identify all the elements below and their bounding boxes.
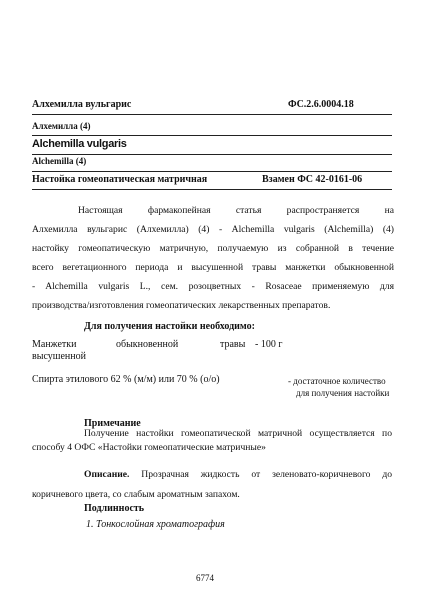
- description-text: Прозрачная жидкость от зеленовато-коричневого до: [141, 469, 393, 480]
- intro-line: всего вегетационного периода и высушенной травы манжетки обыкновенной: [32, 262, 394, 273]
- description-paragraph: [32, 465, 392, 505]
- intro-line: Алхемилла вульгарис (Алхемилла) (4) - Alchemilla vulgaris (Alchemilla) (4): [32, 224, 394, 235]
- intro-line: Настоящая фармакопейная статья распространяется на: [78, 205, 394, 216]
- note-line: способу 4 ОФС «Настойки гомеопатические матричные»: [32, 442, 266, 453]
- herb-amount: - 100 г: [255, 339, 283, 350]
- note-line: Получение настойки гомеопатической матричной осуществляется по: [84, 428, 392, 439]
- herb-word-3: травы: [220, 339, 246, 350]
- monograph-title: Алхемилла вульгарис: [32, 99, 132, 110]
- intro-paragraph: [32, 201, 394, 315]
- ingredients-heading: Для получения настойки необходимо:: [84, 321, 255, 332]
- description-label: Описание.: [84, 469, 130, 480]
- note-paragraph: [32, 427, 392, 455]
- description-line: [32, 465, 392, 485]
- intro-line: - Alchemilla vulgaris L., сем. розоцветных - Rosaceae применяемую для: [32, 281, 394, 292]
- alcohol-label: Спирта этилового 62 % (м/м) или 70 % (о/о): [32, 374, 220, 385]
- page-number: 6774: [196, 573, 214, 583]
- fs-number: ФС.2.6.0004.18: [288, 99, 354, 110]
- herb-word-1: Манжетки: [32, 339, 77, 350]
- latin-short: Alchemilla (4): [32, 156, 87, 166]
- authenticity-item-1: 1. Тонкослойная хроматография: [86, 519, 225, 530]
- intro-line: настойку гомеопатическую матричную, получаемую из собранной в течение: [32, 243, 394, 254]
- intro-line: производства/изготовления гомеопатических лекарственных препаратов.: [32, 300, 331, 311]
- header-rule-1: [32, 114, 392, 115]
- tincture-title: Настойка гомеопатическая матричная: [32, 174, 208, 185]
- herb-word-2: обыкновенной: [116, 339, 179, 350]
- description-line: коричневого цвета, со слабым ароматным запахом.: [32, 489, 240, 500]
- note-heading: Примечание: [84, 418, 141, 429]
- authenticity-heading: Подлинность: [84, 503, 145, 514]
- header-rule-5: [32, 189, 392, 190]
- alcohol-amount-2: для получения настойки: [296, 388, 390, 398]
- latin-name: Alchemilla vulgaris: [32, 138, 127, 150]
- replaces-note: Взамен ФС 42-0161-06: [262, 174, 363, 185]
- alcohol-amount-1: - достаточное количество: [288, 376, 386, 386]
- monograph-subtitle: Алхемилла (4): [32, 121, 91, 131]
- header-rule-2: [32, 135, 392, 136]
- header-rule-4: [32, 171, 392, 172]
- herb-word-4: высушенной: [32, 351, 86, 362]
- header-rule-3: [32, 154, 392, 155]
